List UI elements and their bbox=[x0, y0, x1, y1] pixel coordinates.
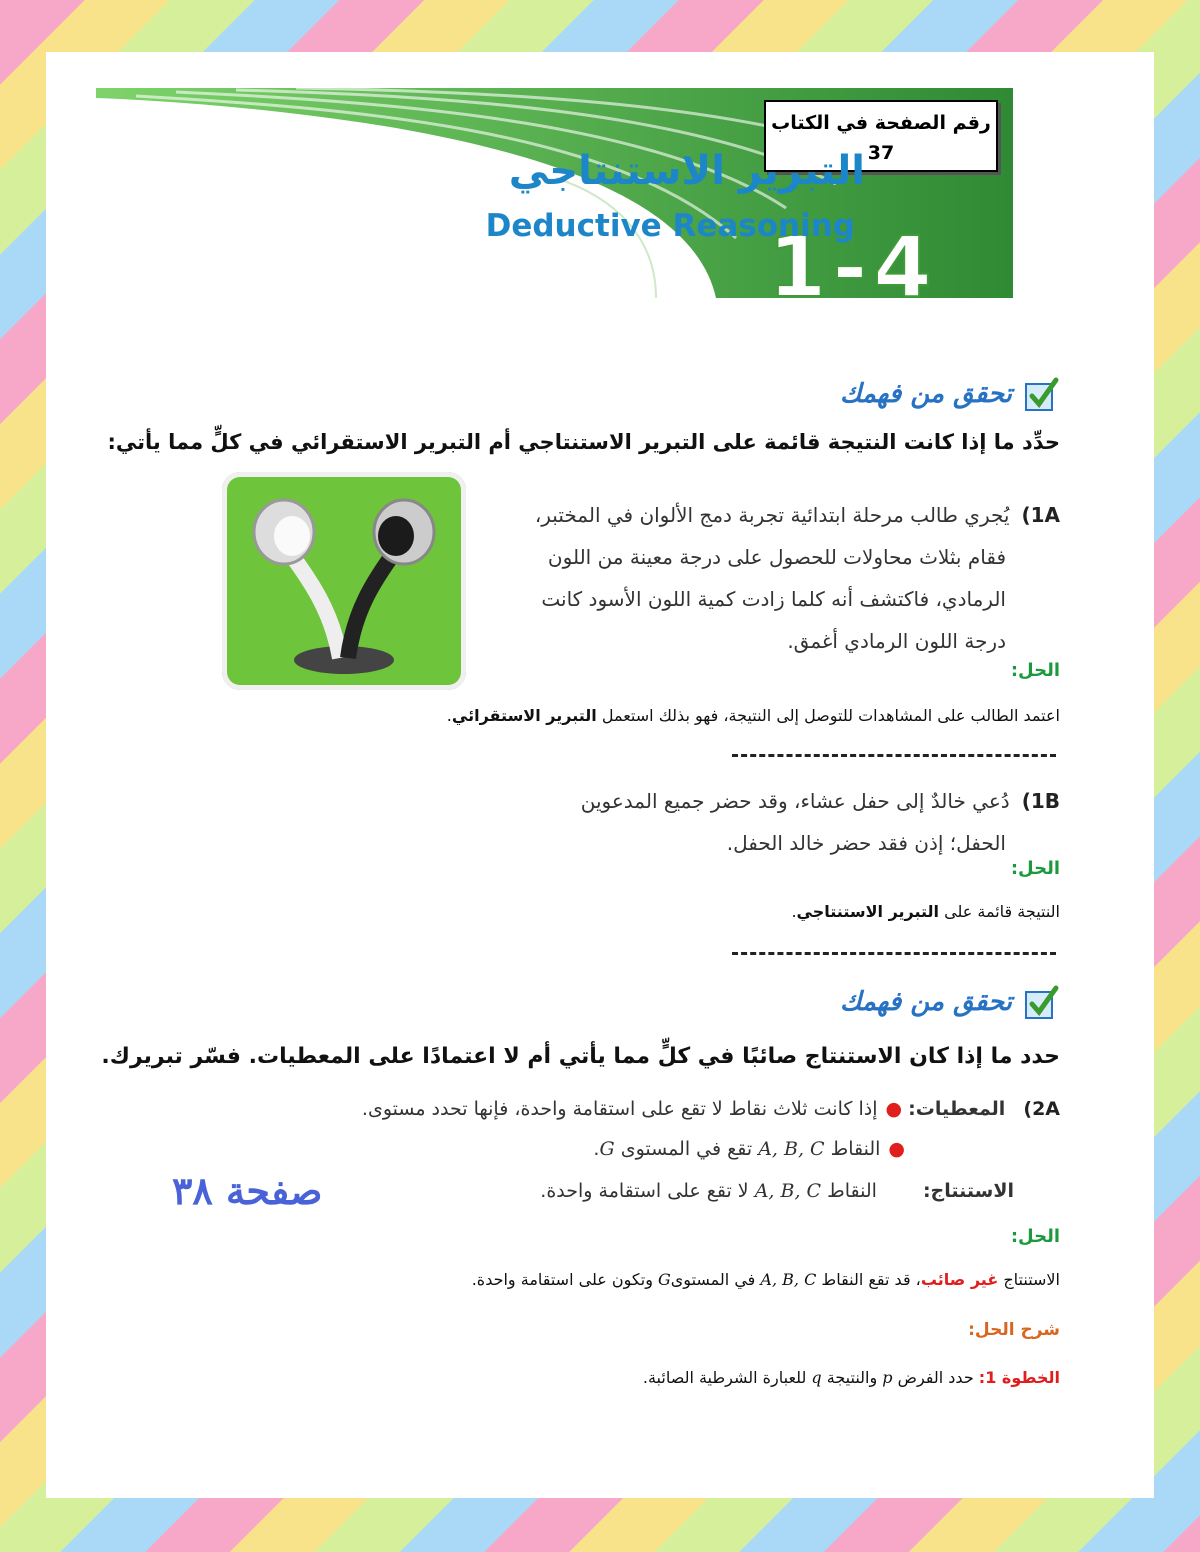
answer-2a bbox=[472, 1270, 1060, 1289]
given2-plane: G bbox=[599, 1138, 615, 1160]
answer-2a-points: A, B, C bbox=[760, 1270, 817, 1289]
checkbox-icon bbox=[1024, 984, 1060, 1020]
step-1-q: q bbox=[811, 1368, 822, 1387]
step-1-p: p bbox=[882, 1368, 893, 1387]
page-watermark: صفحة ٣٨ bbox=[172, 1168, 323, 1213]
solution-label-2a: الحل: bbox=[1010, 1226, 1060, 1247]
problem-1a-line1: يُجري طالب مرحلة ابتدائية تجربة دمج الألوان في المختبر، bbox=[534, 503, 1010, 527]
answer-1b-end: . bbox=[791, 902, 797, 921]
divider-2 bbox=[732, 952, 1056, 955]
problem-2a-given2: ●النقاط A, B, C تقع في المستوى G. bbox=[593, 1138, 905, 1160]
checkbox-icon bbox=[1024, 376, 1060, 412]
problem-2a-label: 2A) bbox=[1023, 1098, 1060, 1120]
step-1 bbox=[643, 1368, 1060, 1387]
conclusion-label: الاستنتاج: bbox=[922, 1180, 1014, 1202]
explanation-label-text: شرح الحل: bbox=[968, 1320, 1060, 1340]
step-1-pre: حدد الفرض bbox=[892, 1368, 979, 1387]
given2-math: A, B, C bbox=[758, 1138, 825, 1160]
answer-2a-not-valid: غير صائب bbox=[920, 1270, 999, 1289]
given2-post: تقع في المستوى bbox=[620, 1138, 753, 1160]
conclusion-post: لا تقع على استقامة واحدة. bbox=[540, 1180, 749, 1202]
problem-1a-label: 1A) bbox=[1021, 503, 1060, 527]
check-understanding-heading-2 bbox=[840, 980, 1060, 1024]
problem-1b-line1: دُعي خالدٌ إلى حفل عشاء، وقد حضر جميع المدعوين bbox=[580, 789, 1010, 813]
problem-2a-conclusion bbox=[540, 1180, 1014, 1202]
problem-1a-line2: فقام بثلاث محاولات للحصول على درجة معينة من اللون bbox=[547, 545, 1006, 569]
paint-image bbox=[222, 472, 466, 690]
lesson-title-ar: التبرير الاستنتاجي bbox=[508, 148, 865, 194]
solution-label-1b: الحل: bbox=[1010, 858, 1060, 879]
instruction-2: حدد ما إذا كان الاستنتاج صائبًا في كلٍّ مما يأتي أم لا اعتمادًا على المعطيات. فسّر تبريرك. bbox=[101, 1044, 1060, 1069]
conclusion-math: A, B, C bbox=[754, 1180, 822, 1202]
paint-pour-illustration bbox=[222, 472, 466, 690]
answer-1a-bold: التبرير الاستقرائي bbox=[451, 706, 597, 725]
book-page-label: رقم الصفحة في الكتاب bbox=[771, 112, 991, 134]
answer-1b-text: النتيجة قائمة على bbox=[939, 902, 1060, 921]
answer-1a-end: . bbox=[446, 706, 452, 725]
step-1-end: للعبارة الشرطية الصائبة. bbox=[642, 1368, 812, 1387]
answer-1a bbox=[447, 706, 1060, 725]
check-heading-text: تحقق من فهمك bbox=[839, 379, 1012, 409]
solution-label-1a: الحل: bbox=[1010, 660, 1060, 681]
lesson-number: 1-4 bbox=[768, 218, 938, 298]
problem-1a-line4: درجة اللون الرمادي أغمق. bbox=[787, 629, 1006, 653]
bullet-icon: ● bbox=[888, 1138, 905, 1160]
given2-pre: النقاط bbox=[830, 1138, 881, 1160]
step-1-mid: والنتيجة bbox=[821, 1368, 883, 1387]
answer-1a-text: اعتمد الطالب على المشاهدات للتوصل إلى النتيجة، فهو بذلك استعمل bbox=[596, 706, 1060, 725]
answer-2a-pre: الاستنتاج bbox=[998, 1270, 1060, 1289]
problem-1b-label: 1B) bbox=[1021, 789, 1060, 813]
instruction-1: حدِّد ما إذا كانت النتيجة قائمة على التبرير الاستنتاجي أم التبرير الاستقرائي في كلٍّ مما يأتي: bbox=[107, 430, 1060, 454]
divider-1 bbox=[732, 754, 1056, 757]
answer-2a-plane: G bbox=[658, 1270, 671, 1289]
given1-text: إذا كانت ثلاث نقاط لا تقع على استقامة واحدة، فإنها تحدد مستوى. bbox=[361, 1098, 878, 1120]
lesson-title-en: Deductive Reasoning bbox=[485, 208, 855, 244]
check-understanding-heading-1 bbox=[840, 372, 1060, 416]
bullet-icon: ● bbox=[885, 1098, 903, 1120]
explanation-label bbox=[968, 1320, 1060, 1340]
check-heading-text: تحقق من فهمك bbox=[839, 987, 1012, 1017]
step-1-label: الخطوة 1: bbox=[978, 1368, 1060, 1387]
givens-label: المعطيات: bbox=[908, 1098, 1006, 1120]
problem-2a-given1 bbox=[362, 1098, 1060, 1120]
answer-1b-bold: التبرير الاستنتاجي bbox=[796, 902, 940, 921]
problem-1a-line3: الرمادي، فاكتشف أنه كلما زادت كمية اللون الأسود كانت bbox=[541, 587, 1006, 611]
problem-1a bbox=[500, 494, 1060, 662]
problem-1b bbox=[500, 780, 1060, 864]
problem-1b-line2: الحفل؛ إذن فقد حضر خالد الحفل. bbox=[726, 831, 1006, 855]
answer-2a-mid2: في المستوى bbox=[670, 1270, 761, 1289]
answer-1b bbox=[791, 902, 1060, 921]
answer-2a-end: وتكون على استقامة واحدة. bbox=[471, 1270, 658, 1289]
answer-2a-mid: ، قد تقع النقاط bbox=[816, 1270, 921, 1289]
conclusion-pre: النقاط bbox=[827, 1180, 877, 1202]
book-page-number: 37 bbox=[867, 142, 895, 164]
